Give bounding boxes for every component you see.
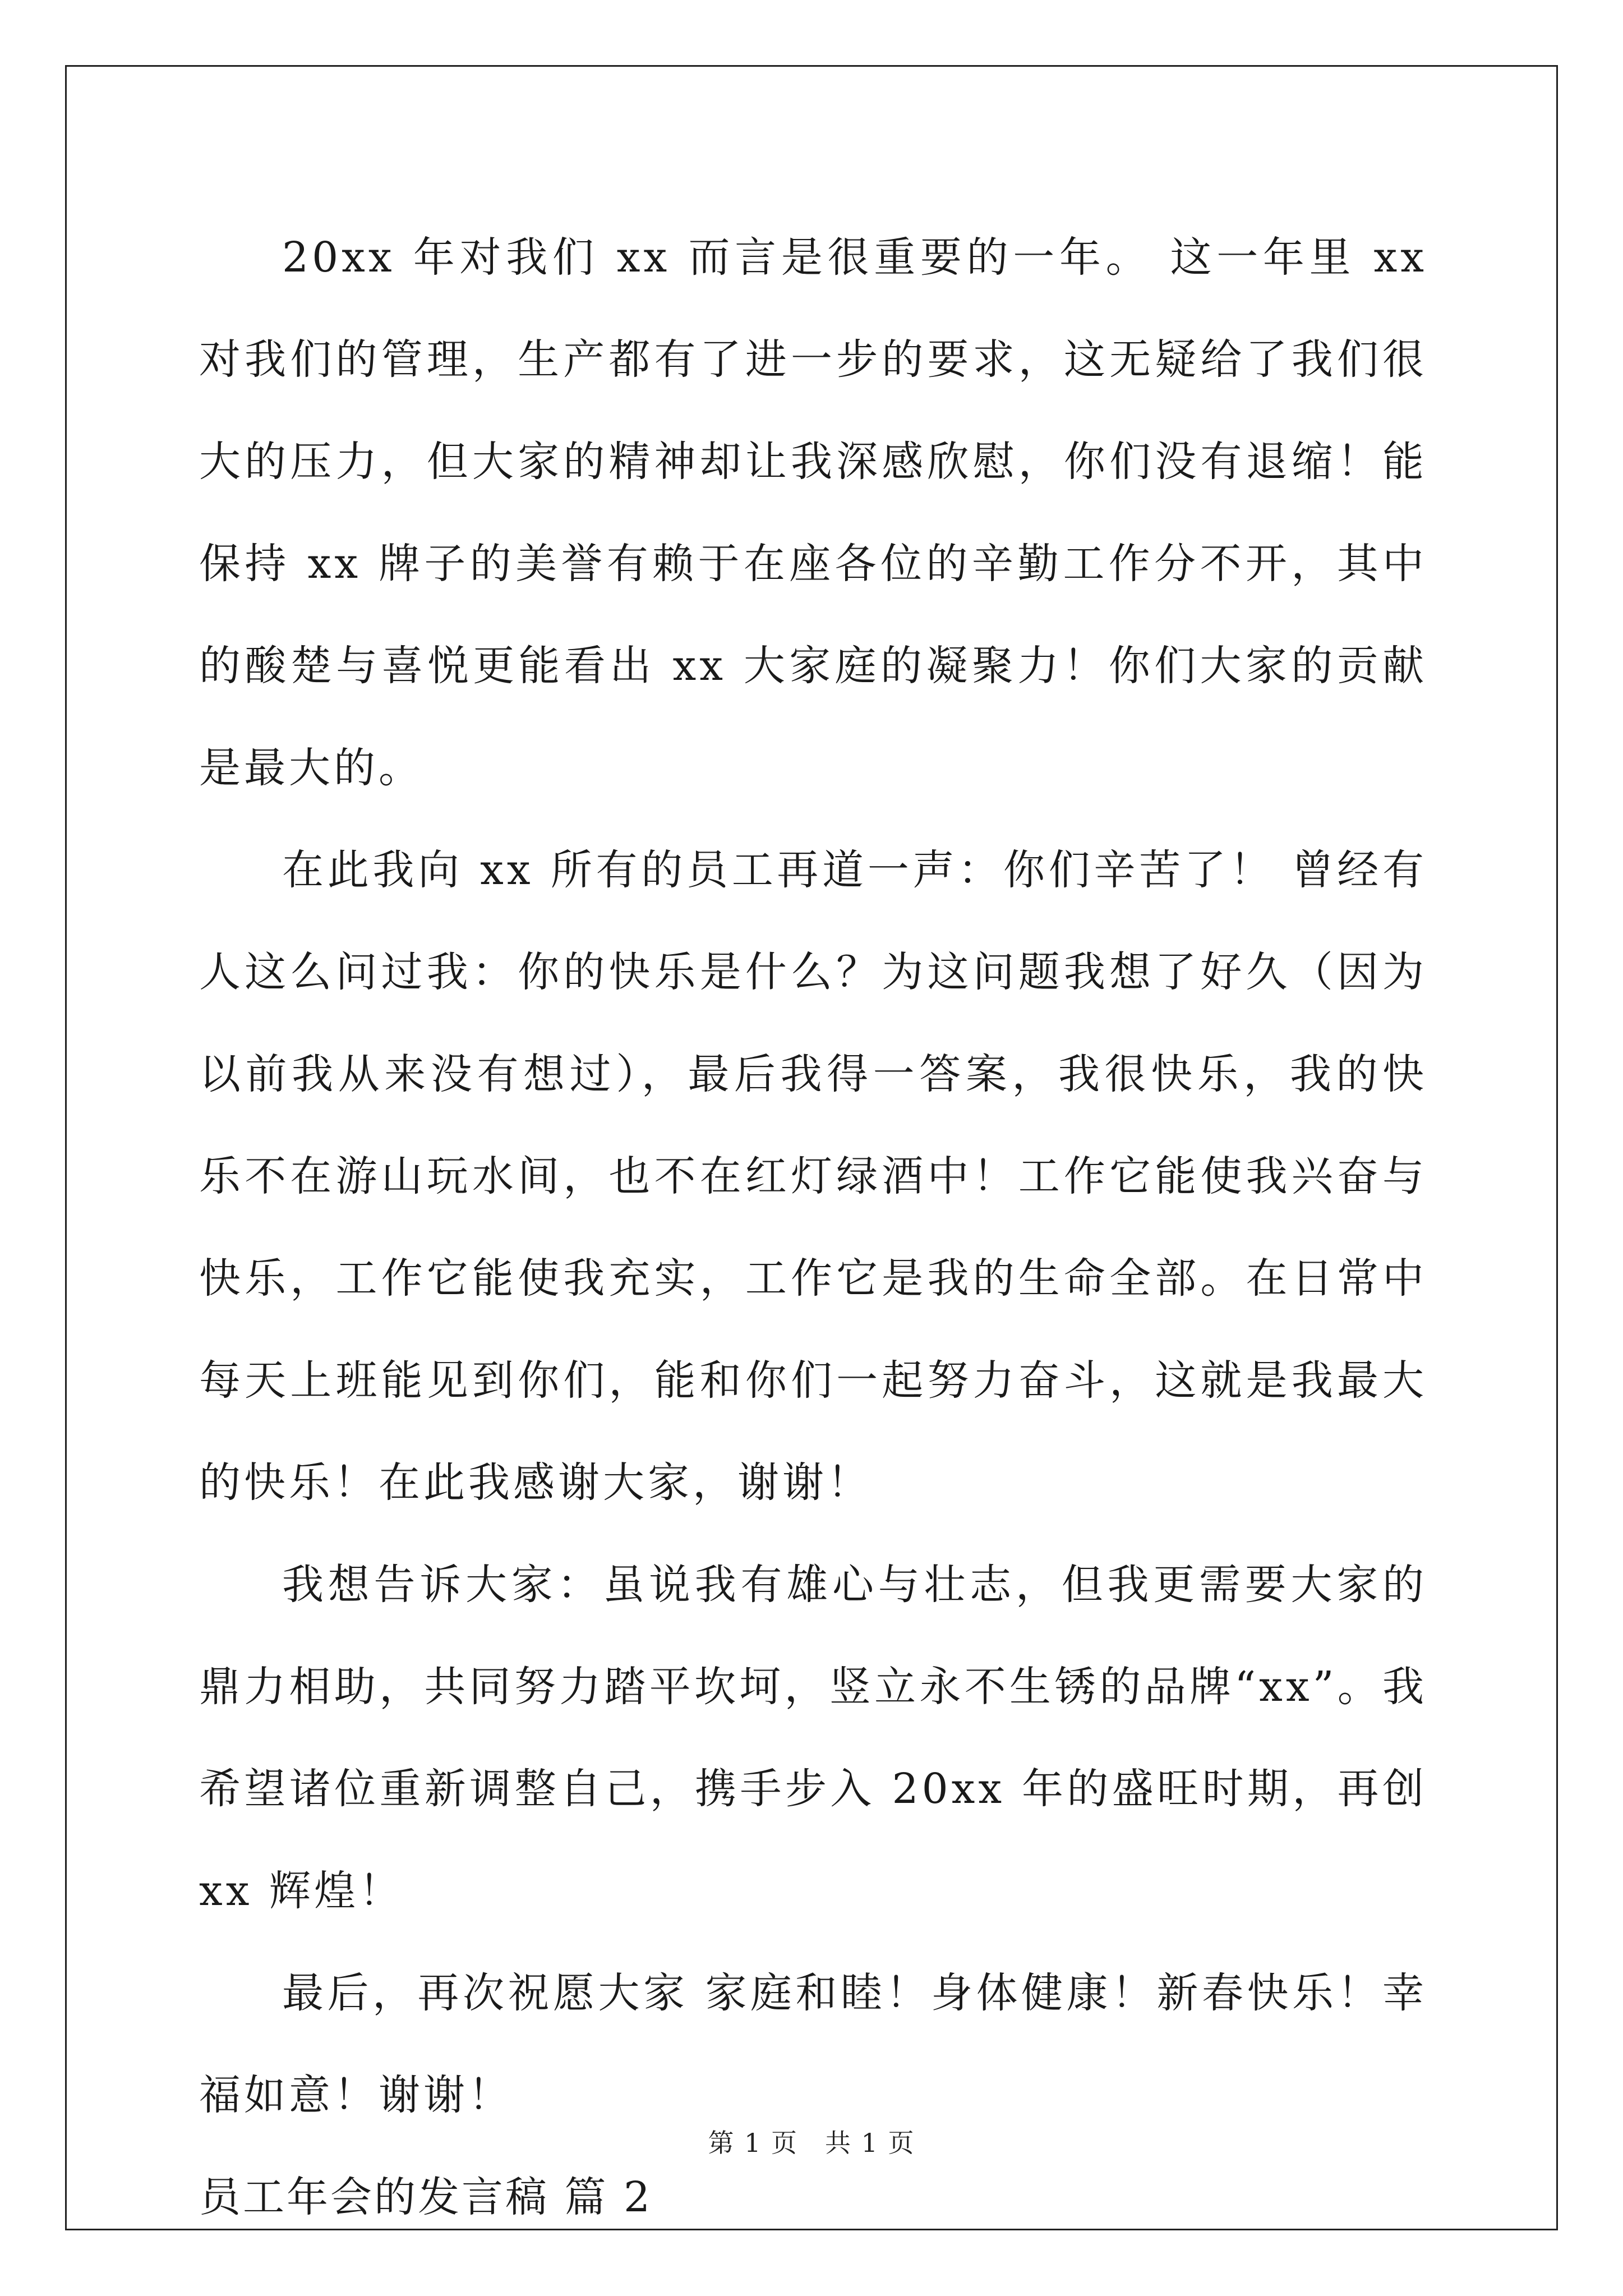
body-paragraph: 我想告诉大家：虽说我有雄心与壮志，但我更需要大家的鼎力相助，共同努力踏平坎坷，竖立永不生锈的品牌“xx”。我希望诸位重新调整自己，携手步入 20xx 年的盛旺时期，再创 xx 辉煌！ — [199, 1561, 1427, 1915]
page-footer: 第 1 页 共 1 页 — [708, 2128, 915, 2158]
body-paragraph: 在此我向 xx 所有的员工再道一声：你们辛苦了！ 曾经有人这么问过我：你的快乐是什么？为这问题我想了好久（因为以前我从来没有想过），最后我得一答案，我很快乐，我的快乐不在游山玩水间，也不在红灯绿酒中！工作它能使我兴奋与快乐，工作它能使我充实，工作它是我的生命全部。在日常中每天上班能见到你们，能和你们一起努力奋斗，这就是我最大的快乐！在此我感谢大家，谢谢！ — [199, 846, 1427, 1507]
body-paragraph: 最后，再次祝愿大家 家庭和睦！身体健康！新春快乐！幸福如意！谢谢！ — [199, 1969, 1427, 2119]
body-paragraph: 20xx 年对我们 xx 而言是很重要的一年。 这一年里 xx 对我们的管理，生产都有了进一步的要求，这无疑给了我们很大的压力，但大家的精神却让我深感欣慰，你们没有退缩！能保持 xx 牌子的美誉有赖于在座各位的辛勤工作分不开，其中的酸楚与喜悦更能看出 xx 大家庭的凝聚力！你们大家的贡献是最大的。 — [199, 233, 1427, 792]
section-heading: 员工年会的发言稿 篇 2 — [199, 2173, 653, 2221]
document-body — [199, 206, 1427, 2248]
